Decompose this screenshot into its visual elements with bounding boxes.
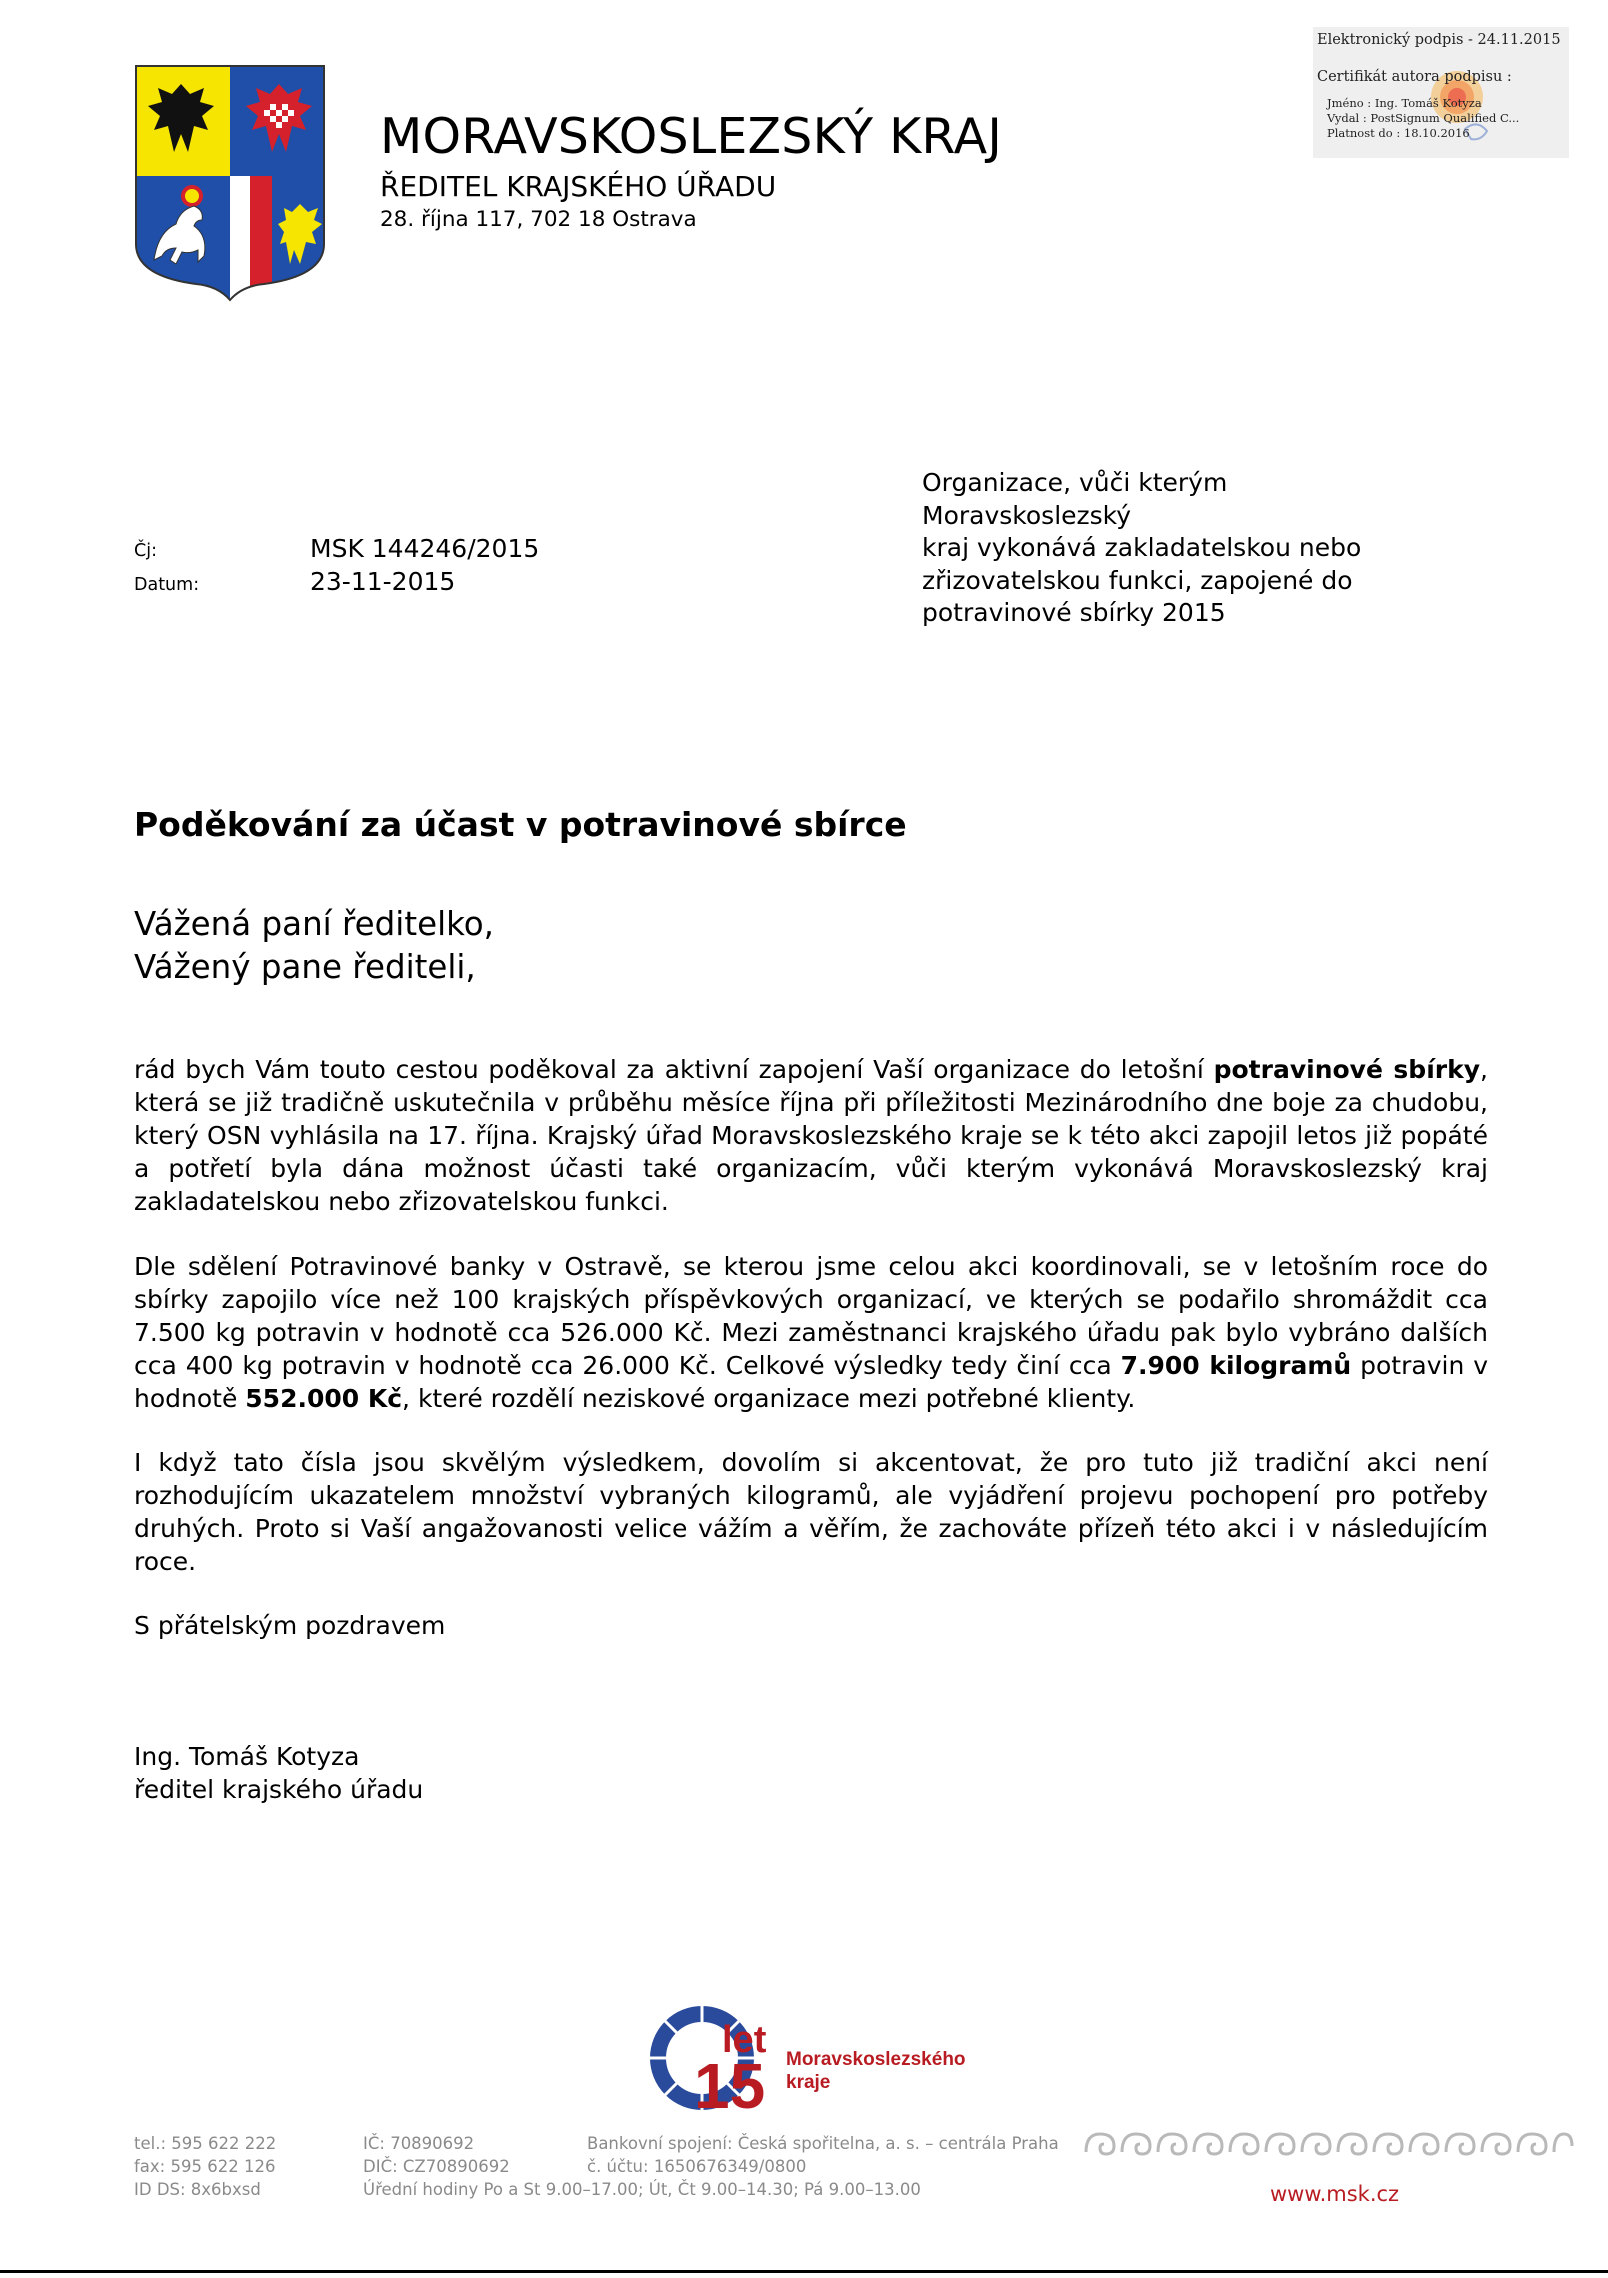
p2-bold-czk: 552.000 Kč: [245, 1384, 403, 1413]
date-value: 23-11-2015: [310, 567, 456, 596]
p1-text-a: rád bych Vám touto cestou poděkoval za aktivní zapojení Vaší organizace do letošní: [134, 1055, 1214, 1084]
cj-label: Čj:: [134, 541, 157, 561]
footer-account: č. účtu: 1650676349/0800: [587, 2157, 807, 2176]
addressee-line: zřizovatelskou funkci, zapojené do: [922, 565, 1353, 595]
coat-of-arms-icon: [132, 64, 328, 302]
logo-let: let: [722, 2019, 767, 2061]
15-years-logo: [650, 2000, 1010, 2115]
greeting: [134, 903, 494, 989]
signature-line1: Elektronický podpis - 24.11.2015: [1317, 32, 1561, 48]
electronic-signature-box: [1313, 27, 1569, 158]
footer-contacts: [134, 2132, 276, 2201]
footer-bank-name: Bankovní spojení: Česká spořitelna, a. s. – centrála Praha: [587, 2134, 1059, 2153]
paragraph-2: [134, 1250, 1488, 1415]
greeting-line-1: Vážená paní ředitelko,: [134, 905, 494, 943]
p2-text-a: Dle sdělení Potravinové banky v Ostravě, se kterou jsme celou akci koordinovali, se v letošním roce do sbírky zapojilo více než 100 krajských příspěvkových organizací, ve kterých se podařilo shromáždit cca 7.500 kg potravin v hodnotě cca 526.000 Kč. Mezi zaměstnanci krajského úřadu pak bylo vybráno dalších cca 400 kg potravin v hodnotě cca 26.000 Kč. Celkové výsledky tedy činí cca: [134, 1252, 1488, 1380]
logo-line2: kraje: [786, 2072, 831, 2093]
signature-validity: Platnost do : 18.10.2016: [1327, 126, 1470, 140]
letter-subject: Poděkování za účast v potravinové sbírce: [134, 805, 907, 844]
p1-text-c: , která se již tradičně uskutečnila v průběhu měsíce října při příležitosti Mezinárodního dne boje za chudobu, který OSN vyhlásila na 17. října. Krajský úřad Moravskoslezského kraje se k této akci zapojil letos již popáté a potřetí byla dána možnost účasti také organizacím, vůči kterým vykonává Moravskoslezský kraj zakladatelskou nebo zřizovatelskou funkci.: [134, 1055, 1488, 1216]
website-link[interactable]: www.msk.cz: [1270, 2182, 1400, 2206]
logo-line1: Moravskoslezského: [786, 2049, 966, 2070]
cj-value: MSK 144246/2015: [310, 534, 540, 563]
date-label: Datum:: [134, 575, 200, 595]
logo-number: 15: [694, 2050, 766, 2115]
addressee-line: potravinové sbírky 2015: [922, 598, 1226, 627]
closing: S přátelským pozdravem: [134, 1611, 446, 1640]
bottom-rule: [0, 2270, 1608, 2273]
addressee-block: [922, 467, 1442, 630]
signature-issuer: Vydal : PostSignum Qualified C...: [1327, 111, 1520, 125]
signature-line2: Certifikát autora podpisu :: [1317, 69, 1512, 85]
addressee-line: kraj vykonává zakladatelskou nebo: [922, 533, 1362, 562]
footer-hours: Úřední hodiny Po a St 9.00–17.00; Út, Čt 9.00–14.30; Pá 9.00–13.00: [363, 2180, 921, 2199]
header-subtitle: ŘEDITEL KRAJSKÉHO ÚŘADU: [380, 170, 777, 203]
footer-tel: tel.: 595 622 222: [134, 2134, 277, 2153]
p2-text-c: potravin v hodnotě: [134, 1351, 1489, 1413]
footer-ic: IČ: 70890692: [363, 2134, 475, 2153]
footer-fax: fax: 595 622 126: [134, 2157, 276, 2176]
footer-bank: [587, 2132, 1059, 2178]
signature-name: Jméno : Ing. Tomáš Kotyza: [1327, 96, 1482, 110]
signer-name: Ing. Tomáš Kotyza: [134, 1742, 360, 1771]
p2-text-e: , které rozdělí neziskové organizace mezi potřebné klienty.: [402, 1384, 1136, 1413]
footer-dic: DIČ: CZ70890692: [363, 2157, 510, 2176]
footer-ds: ID DS: 8x6bxsd: [134, 2180, 261, 2199]
footer-ornament-icon: [1082, 2128, 1576, 2162]
p1-bold: potravinové sbírky: [1213, 1055, 1481, 1084]
addressee-line: Organizace, vůči kterým Moravskoslezský: [922, 468, 1228, 530]
greeting-line-2: Vážený pane řediteli,: [134, 948, 476, 986]
signer-title: ředitel krajského úřadu: [134, 1775, 424, 1804]
paragraph-3: I když tato čísla jsou skvělým výsledkem, dovolím si akcentovat, že pro tuto již tradiční akci není rozhodujícím ukazatelem množství vybraných kilogramů, ale vyjádření projevu pochopení pro potřeby druhých. Proto si Vaší angažovanosti velice vážím a věřím, že zachováte přízeň této akci i v následujícím roce.: [134, 1448, 1488, 1576]
header-address: 28. října 117, 702 18 Ostrava: [380, 207, 697, 232]
p2-bold-kg: 7.900 kilogramů: [1120, 1351, 1352, 1380]
header-title: MORAVSKOSLEZSKÝ KRAJ: [380, 108, 1003, 165]
paragraph-1: [134, 1053, 1488, 1218]
